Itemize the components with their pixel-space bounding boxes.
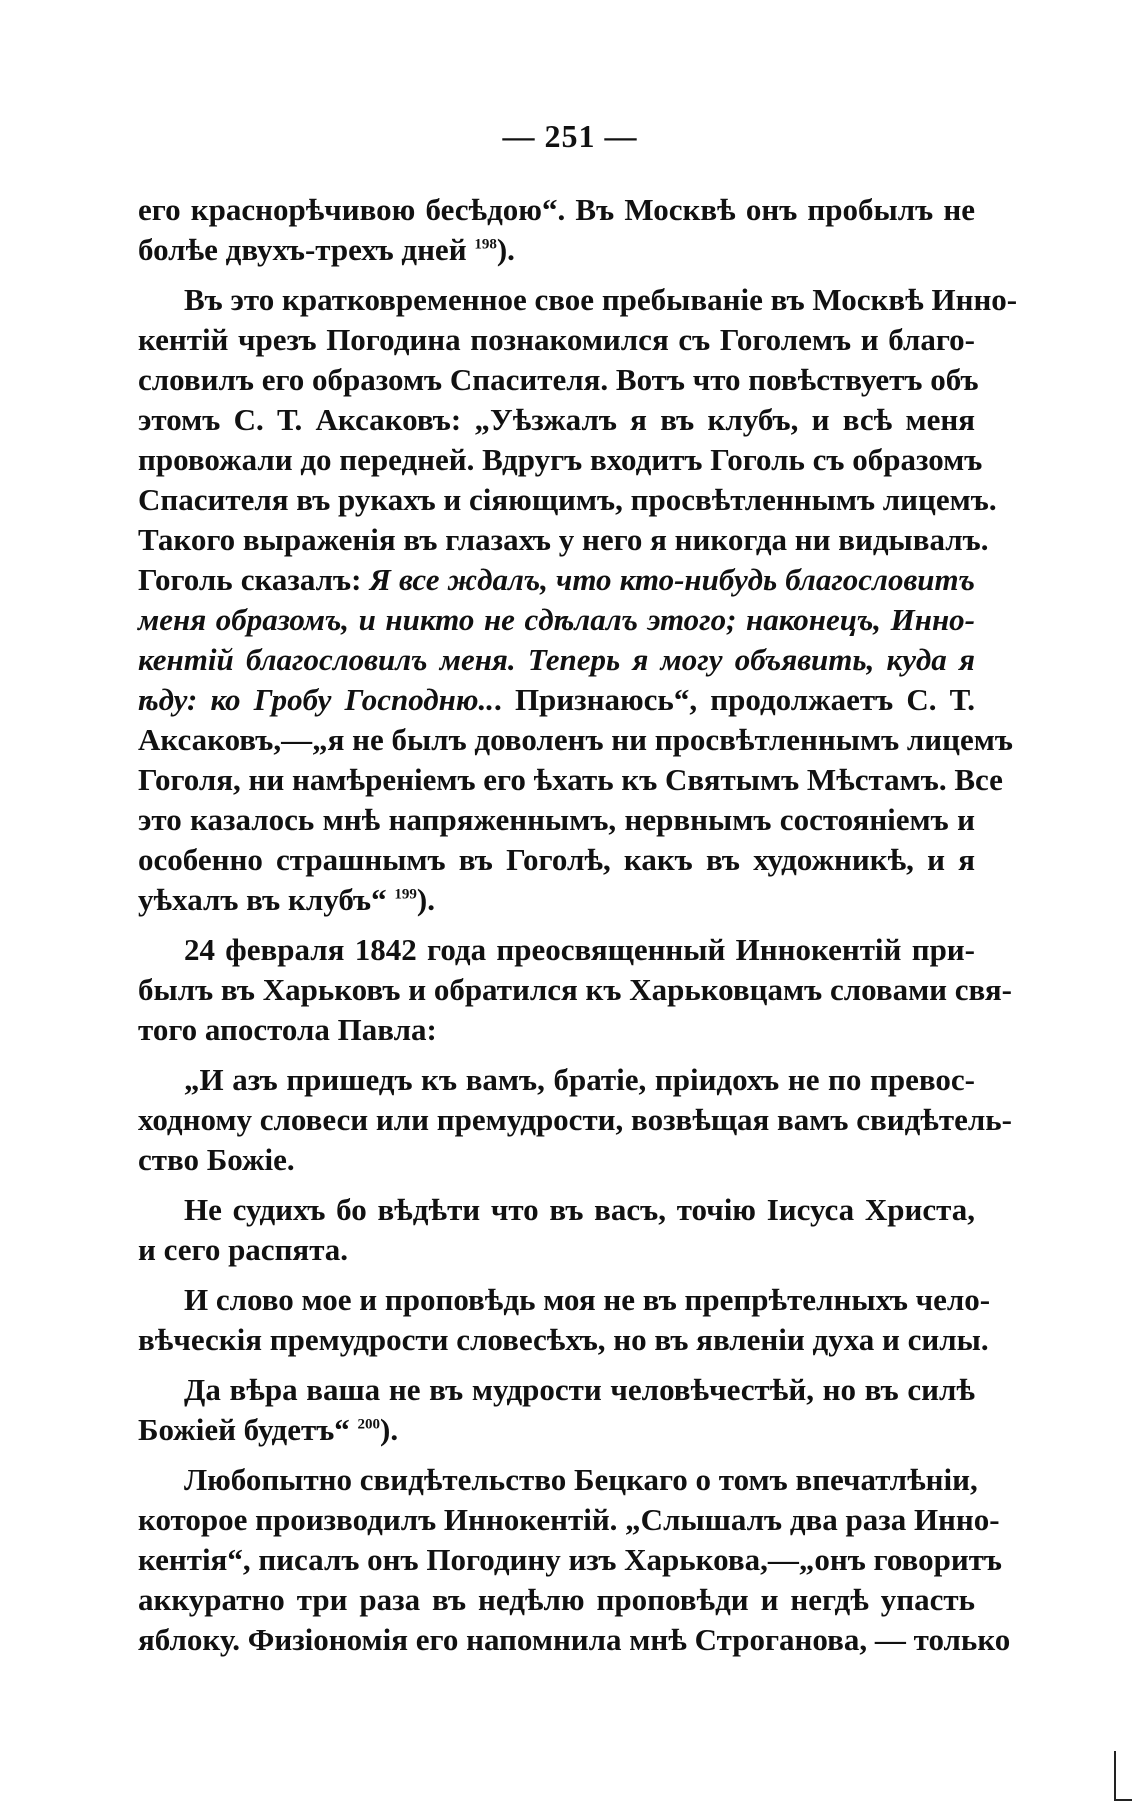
text-run: Любопытно свидѣтельство Бецкаго о томъ впечатлѣніи,	[184, 1462, 978, 1497]
text-run: Я все ждалъ, что кто-нибудь благословитъ	[369, 562, 975, 597]
text-run: . Признаюсь“, продолжаетъ С. Т.	[494, 682, 975, 717]
text-run: того апостола Павла:	[138, 1012, 437, 1047]
text-line	[138, 1140, 975, 1180]
text-run: былъ въ Харьковъ и обратился къ Харьковцамъ словами свя-	[138, 972, 1012, 1007]
text-line	[138, 970, 1012, 1010]
footnote-ref: 200	[357, 1416, 381, 1433]
text-line	[138, 1370, 975, 1410]
text-line	[138, 1500, 1000, 1540]
text-line	[138, 560, 975, 600]
footnote-ref: 199	[394, 886, 417, 903]
text-run: этомъ С. Т. Аксаковъ: „Уѣзжалъ я въ клубъ, и всѣ меня	[138, 402, 975, 437]
text-run: ).	[496, 232, 515, 267]
text-line	[138, 1280, 991, 1320]
text-run: ходному словеси или премудрости, возвѣщая вамъ свидѣтель-	[138, 1102, 1012, 1137]
text-line	[138, 600, 975, 640]
text-run: особенно страшнымъ въ Гоголѣ, какъ въ художникѣ, и я	[138, 842, 975, 877]
text-line	[138, 520, 989, 560]
text-run: кентія“, писалъ онъ Погодину изъ Харькова,—„онъ говоритъ	[138, 1542, 1002, 1577]
text-run: „И азъ пришедъ къ вамъ, братіе, пріидохъ не по превос-	[184, 1062, 975, 1097]
text-run: кентій благословилъ меня. Теперь я могу объявить, куда я	[138, 642, 975, 677]
text-run: меня образомъ, и никто не сдѣлалъ этого; наконецъ, Инно-	[138, 602, 975, 637]
text-body	[138, 190, 1018, 1660]
text-line	[138, 760, 1003, 800]
text-line	[138, 1460, 978, 1500]
text-line	[138, 1320, 989, 1360]
text-run: провожали до передней. Вдругъ входитъ Гоголь съ образомъ	[138, 442, 983, 477]
text-run: аккуратно три раза въ недѣлю проповѣди и негдѣ упасть	[138, 1582, 975, 1617]
text-run: Спасителя въ рукахъ и сіяющимъ, просвѣтленнымъ лицемъ.	[138, 482, 997, 517]
text-line	[138, 1410, 975, 1450]
footnote-ref: 198	[474, 236, 497, 253]
text-run: ).	[380, 1412, 399, 1447]
text-line	[138, 230, 975, 270]
text-line	[138, 1620, 1011, 1660]
text-line	[138, 720, 1013, 760]
page-number: — 251 —	[502, 118, 638, 154]
text-run: Такого выраженія въ глазахъ у него я никогда ни видывалъ.	[138, 522, 989, 557]
text-line	[138, 480, 997, 520]
text-run: Не судихъ бо вѣдѣти что въ васъ, точію Іисуса Христа,	[184, 1192, 975, 1227]
text-run: Божіей будетъ“	[138, 1412, 358, 1447]
text-line	[138, 880, 975, 920]
text-line	[138, 360, 979, 400]
text-line	[138, 440, 983, 480]
text-line	[138, 930, 975, 970]
text-line	[138, 1580, 975, 1620]
text-run: ство Божіе.	[138, 1142, 295, 1177]
text-line	[138, 400, 975, 440]
text-run: словилъ его образомъ Спасителя. Вотъ что повѣствуетъ объ	[138, 362, 979, 397]
text-run: Да вѣра ваша не въ мудрости человѣчестѣй, но въ силѣ	[184, 1372, 975, 1407]
text-run: ).	[416, 882, 435, 917]
text-run: и сего распята.	[138, 1232, 349, 1267]
text-line	[138, 1100, 1012, 1140]
text-run: болѣе двухъ-трехъ дней	[138, 232, 475, 267]
text-run: 24 февраля 1842 года преосвященный Иннокентій при-	[184, 932, 975, 967]
text-run: это казалось мнѣ напряженнымъ, нервнымъ состояніемъ и	[138, 802, 975, 837]
text-run: ѣду: ко Гробу Господню..	[138, 682, 495, 717]
text-line	[138, 680, 975, 720]
text-run: Гоголь сказалъ:	[138, 562, 370, 597]
text-line	[138, 640, 975, 680]
text-run: И слово мое и проповѣдь моя не въ препрѣтелныхъ чело-	[184, 1282, 991, 1317]
text-run: уѣхалъ въ клубъ“	[138, 882, 395, 917]
text-run: которое производилъ Иннокентій. „Слышалъ два раза Инно-	[138, 1502, 1000, 1537]
text-line	[138, 1060, 975, 1100]
text-line	[138, 1010, 975, 1050]
text-run: Въ это кратковременное свое пребываніе въ Москвѣ Инно-	[184, 282, 1018, 317]
text-run: его краснорѣчивою бесѣдою“. Въ Москвѣ онъ пробылъ не	[138, 192, 975, 227]
text-run: Гоголя, ни намѣреніемъ его ѣхать къ Святымъ Мѣстамъ. Все	[138, 762, 1003, 797]
text-run: вѣческія премудрости словесѣхъ, но въ явленіи духа и силы.	[138, 1322, 989, 1357]
text-line	[138, 1230, 975, 1270]
text-run: кентій чрезъ Погодина познакомился съ Гоголемъ и благо-	[138, 322, 975, 357]
text-line	[138, 280, 1018, 320]
text-line	[138, 1190, 975, 1230]
text-line	[138, 800, 975, 840]
crop-mark	[1114, 1751, 1132, 1801]
text-run: Аксаковъ,—„я не былъ доволенъ ни просвѣтленнымъ лицемъ	[138, 722, 1013, 757]
text-run: яблоку. Физіономія его напомнила мнѣ Строганова, — только	[138, 1622, 1011, 1657]
text-line	[138, 320, 975, 360]
text-line	[138, 190, 975, 230]
text-line	[138, 840, 975, 880]
text-line	[138, 1540, 1002, 1580]
